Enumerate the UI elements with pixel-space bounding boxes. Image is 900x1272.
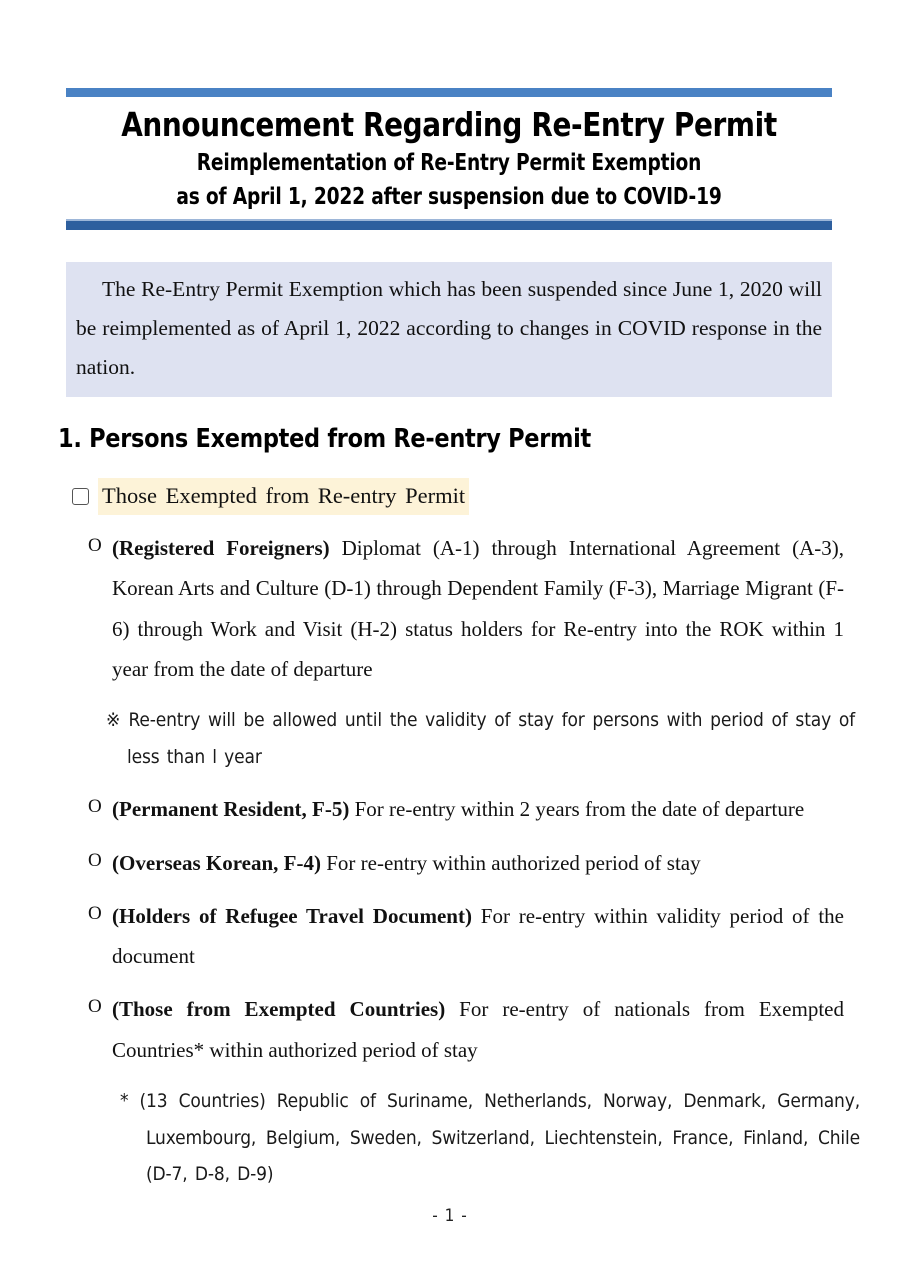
circle-outline-bullet-icon: O <box>88 849 102 871</box>
list-item-body <box>112 843 844 883</box>
circle-outline-bullet-icon: O <box>88 902 102 924</box>
list-item-text: For re-entry of nationals from Exempted Countries* within authorized period of stay <box>112 997 844 1062</box>
circle-outline-bullet-icon: O <box>88 796 102 818</box>
intro-callout-box <box>66 262 832 397</box>
list-item-lead: (Those from Exempted Countries) <box>112 997 446 1022</box>
list-item <box>88 989 844 1070</box>
checkbox-outline-icon <box>72 488 89 505</box>
note-reentry-validity: ※ Re-entry will be allowed until the validity of stay for persons with period of stay of less than l year <box>106 709 855 768</box>
list-item-text: Diplomat (A-1) through International Agreement (A-3), Korean Arts and Culture (D-1) through Dependent Family (F-3), Marriage Migrant (F-6) through Work and Visit (H-2) status holders for Re-entry into the ROK within 1 year from the date of departure <box>112 536 844 681</box>
list-item-lead: (Registered Foreigners) <box>112 536 330 560</box>
list-item-body <box>112 896 844 977</box>
list-item-lead: (Holders of Refugee Travel Document) <box>112 903 472 928</box>
list-item-lead: (Overseas Korean, F-4) <box>112 850 321 875</box>
list-item <box>88 843 844 883</box>
section-heading-1: 1. Persons Exempted from Re-entry Permit <box>58 424 591 454</box>
list-item-body <box>112 528 844 689</box>
list-item-lead: (Permanent Resident, F-5) <box>112 797 350 822</box>
list-item-text: For re-entry within authorized period of stay <box>320 850 701 875</box>
subsection-heading-label: Those Exempted from Re-entry Permit <box>98 478 469 515</box>
title-block <box>66 88 832 230</box>
list-item <box>88 528 844 689</box>
circle-outline-bullet-icon: O <box>88 535 102 556</box>
title-bottom-rule <box>66 219 832 230</box>
list-item-body <box>112 989 844 1070</box>
document-subtitle-line-1: Reimplementation of Re-Entry Permit Exemption <box>196 150 702 177</box>
document-subtitle-line-2: as of April 1, 2022 after suspension due to COVID-19 <box>176 184 722 211</box>
subsection-heading-row <box>72 478 469 515</box>
list-item <box>88 896 844 977</box>
title-top-rule <box>66 88 832 97</box>
document-title: Announcement Regarding Re-Entry Permit <box>121 105 777 144</box>
note-exempted-countries: * (13 Countries) Republic of Suriname, Netherlands, Norway, Denmark, Germany, Luxembourg, Belgium, Sweden, Switzerland, Liechtenstein, France, Finland, Chile (D-7, D-8, D-9) <box>120 1090 860 1185</box>
list-item-text: For re-entry within validity period of the document <box>112 903 844 969</box>
circle-outline-bullet-icon: O <box>88 996 102 1018</box>
list-item-body <box>112 789 844 829</box>
exemption-bullet-list <box>88 528 860 1192</box>
page-number: - 1 - <box>432 1206 468 1226</box>
list-item <box>88 789 844 829</box>
intro-paragraph: The Re-Entry Permit Exemption which has been suspended since June 1, 2020 will be reimplemented as of April 1, 2022 according to changes in COVID response in the nation. <box>76 277 822 380</box>
list-item-text: For re-entry within 2 years from the date of departure <box>349 797 805 822</box>
title-inner <box>66 97 832 219</box>
